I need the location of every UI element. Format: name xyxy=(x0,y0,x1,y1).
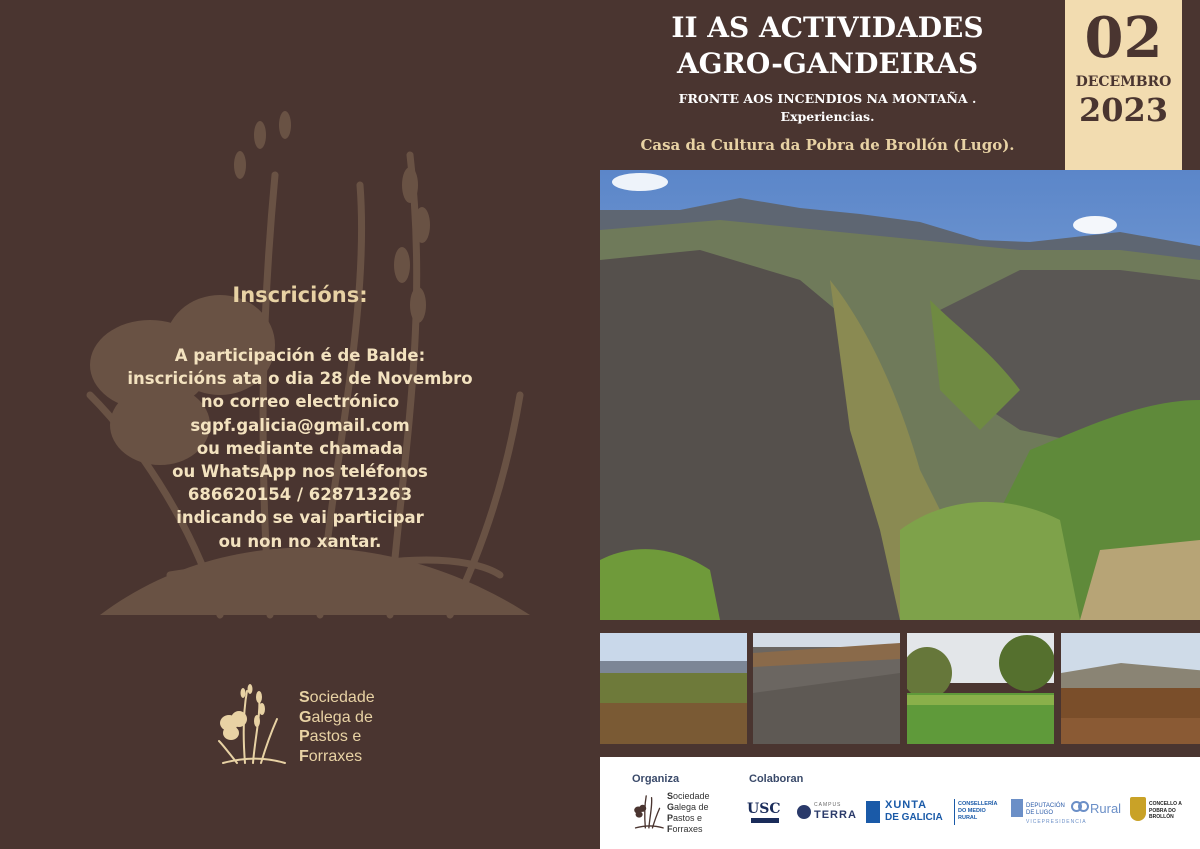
date-day: 02 xyxy=(1084,5,1163,71)
event-panel xyxy=(600,0,1200,849)
inscriptions-text xyxy=(0,344,600,553)
thumbnail-photo-1 xyxy=(600,633,747,744)
phone-numbers[interactable]: 686620154 / 628713263 xyxy=(187,485,413,505)
organiza-label: Organiza xyxy=(632,773,680,785)
sgpf-logo-icon xyxy=(215,683,287,767)
colaboran-label: Colaboran xyxy=(749,773,804,785)
thumbnail-photo-4 xyxy=(1061,633,1200,744)
deputacion-lugo-logo: DEPUTACIÓN DE LUGO Rural VICEPRESIDENCIA xyxy=(1011,797,1119,827)
concello-pobra-logo: CONCELLO A POBRA DO BROLLÓN xyxy=(1130,797,1192,827)
date-year: 2023 xyxy=(1078,91,1169,129)
campus-terra-logo: CAMPUS TERRA xyxy=(797,801,857,825)
campus-terra-emblem-icon xyxy=(797,805,811,819)
inscriptions-line: indicando se vai participar xyxy=(176,508,424,528)
email-address[interactable]: sgpf.galicia@gmail.com xyxy=(190,415,410,435)
inscriptions-line: no correo electrónico xyxy=(200,392,400,412)
inscriptions-line: inscricións ata o dia 28 de Novembro xyxy=(127,369,473,389)
event-venue: Casa da Cultura da Pobra de Brollón (Lugo). xyxy=(640,136,1015,154)
organizer-name: Sociedade Galega de Pastos e Forraxes xyxy=(299,689,375,766)
organizer-small-name: Sociedade Galega de Pastos e Forraxes xyxy=(667,791,710,834)
event-title: II AS ACTIVIDADES AGRO-GANDEIRAS xyxy=(671,11,984,80)
usc-logo: USC xyxy=(747,801,783,823)
sponsors-footer xyxy=(600,757,1200,849)
concello-shield-icon xyxy=(1130,797,1146,821)
burned-mountain-photo xyxy=(600,170,1200,620)
inscriptions-title: Inscricións: xyxy=(232,283,368,307)
inscriptions-line: ou WhatsApp nos teléfonos xyxy=(172,462,428,482)
inscriptions-line: A participación é de Balde: xyxy=(174,346,426,365)
date-month: DECEMBRO xyxy=(1075,74,1172,90)
sgpf-small-logo-icon xyxy=(632,789,664,833)
xunta-logo: XUNTA DE GALICIA CONSELLERÍA DO MEDIO RURAL xyxy=(866,799,998,827)
thumbnail-photo-3 xyxy=(907,633,1054,744)
deputacion-emblem-icon xyxy=(1011,799,1023,817)
date-badge xyxy=(1065,0,1182,183)
inscriptions-line: ou non no xantar. xyxy=(218,531,382,551)
xunta-emblem-icon xyxy=(866,801,880,823)
thumbnail-photo-2 xyxy=(753,633,900,744)
event-subtitle: FRONTE AOS INCENDIOS NA MONTAÑA . Experiencias. xyxy=(678,91,977,124)
inscriptions-line: ou mediante chamada xyxy=(196,438,404,458)
